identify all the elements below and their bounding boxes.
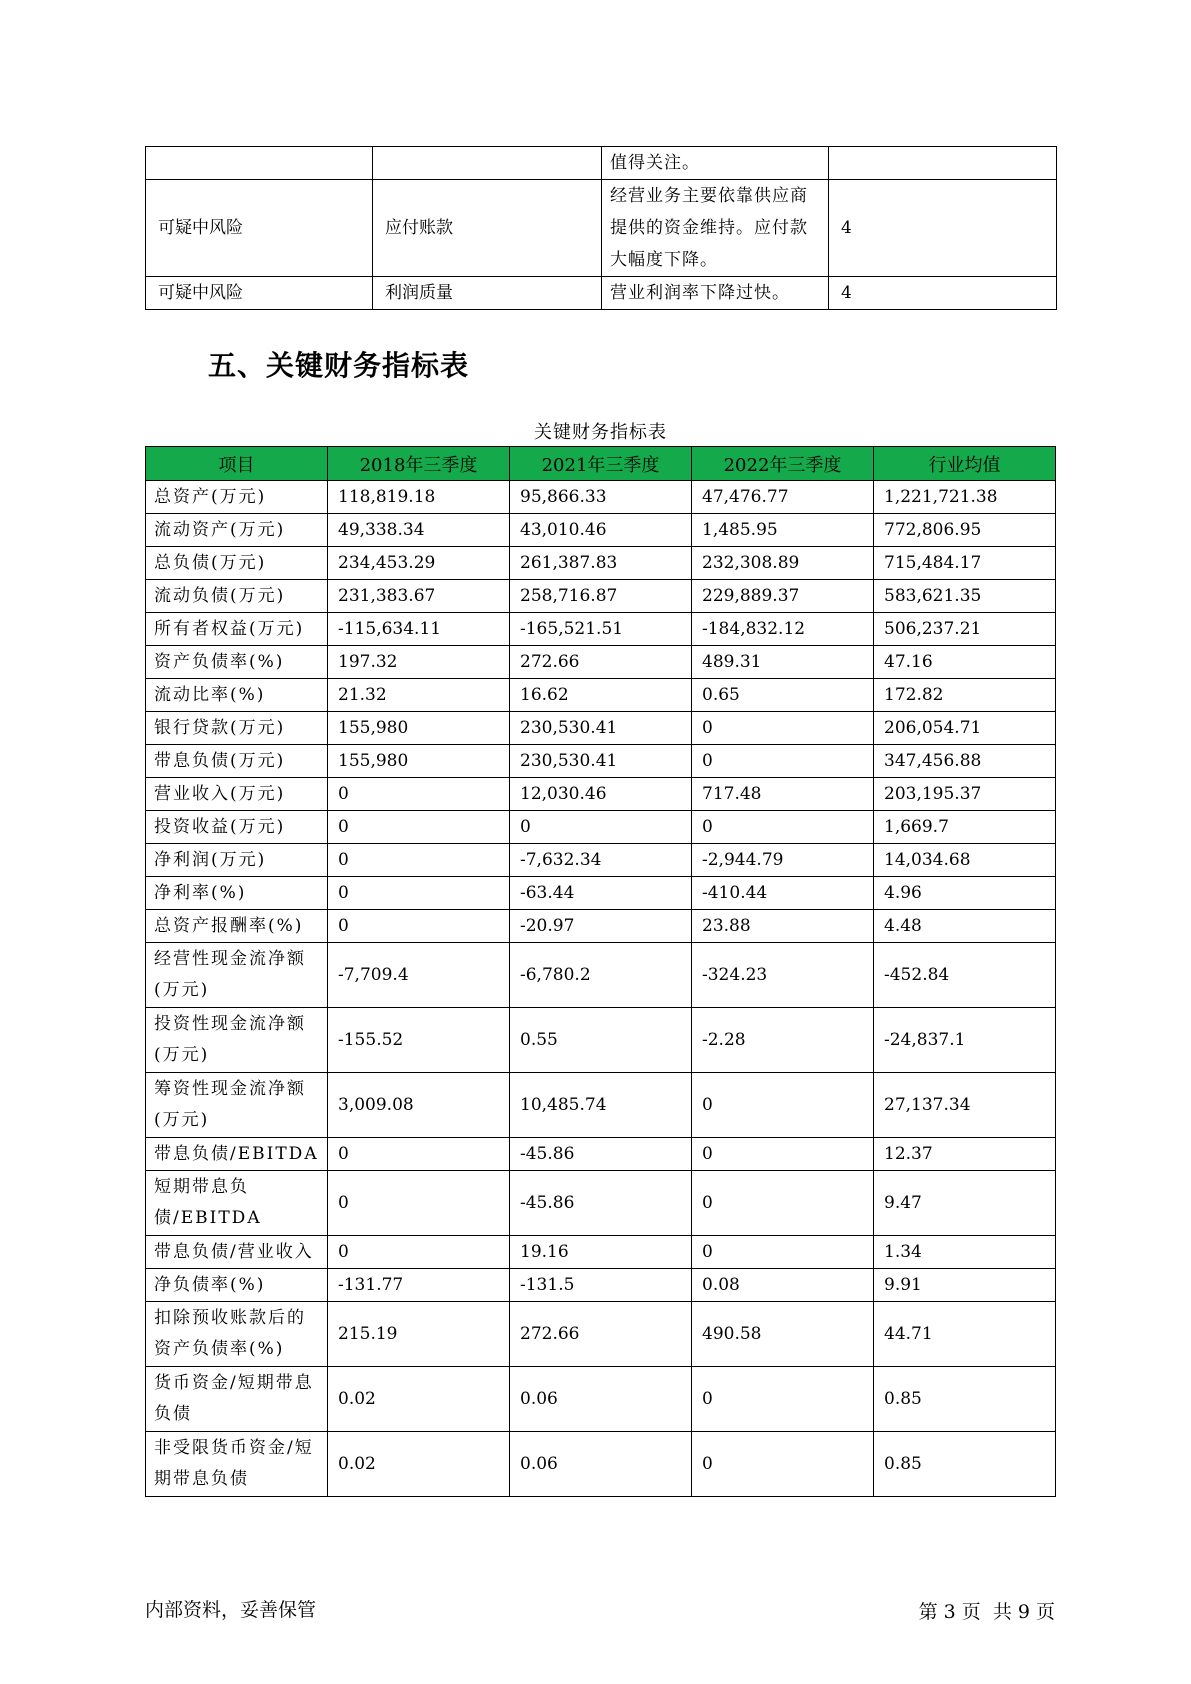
metric-value: 1,485.95	[692, 514, 874, 547]
risk-item-cell: 利润质量	[373, 277, 602, 310]
table-row	[146, 580, 1056, 613]
metric-value: 717.48	[692, 778, 874, 811]
metric-value: -115,634.11	[328, 613, 510, 646]
metric-label: 营业收入(万元)	[146, 778, 328, 811]
metric-value: 215.19	[328, 1302, 510, 1367]
metric-value: -155.52	[328, 1008, 510, 1073]
metric-value: 261,387.83	[510, 547, 692, 580]
risk-level-cell: 可疑中风险	[146, 180, 373, 277]
metric-value: 0.55	[510, 1008, 692, 1073]
metric-value: 0	[692, 712, 874, 745]
table-row	[146, 1138, 1056, 1171]
metric-value: 3,009.08	[328, 1073, 510, 1138]
metric-label: 银行贷款(万元)	[146, 712, 328, 745]
metric-value: 4.48	[874, 910, 1056, 943]
table-row	[146, 481, 1056, 514]
metric-value: 1,221,721.38	[874, 481, 1056, 514]
metric-value: 23.88	[692, 910, 874, 943]
metric-value: 0	[692, 1073, 874, 1138]
metric-value: 1.34	[874, 1236, 1056, 1269]
metric-value: 0.65	[692, 679, 874, 712]
metric-value: 234,453.29	[328, 547, 510, 580]
metric-value: 16.62	[510, 679, 692, 712]
risk-score-cell: 4	[829, 180, 1057, 277]
risk-table	[145, 146, 1057, 310]
table-row	[146, 1269, 1056, 1302]
metric-value: 155,980	[328, 745, 510, 778]
metrics-table	[145, 446, 1056, 1497]
table-row	[146, 844, 1056, 877]
metric-value: -7,632.34	[510, 844, 692, 877]
metric-value: 1,669.7	[874, 811, 1056, 844]
metric-value: 0	[692, 745, 874, 778]
metric-value: -7,709.4	[328, 943, 510, 1008]
column-header: 行业均值	[874, 447, 1056, 481]
metric-value: 19.16	[510, 1236, 692, 1269]
metric-value: 230,530.41	[510, 745, 692, 778]
table-row	[146, 1302, 1056, 1367]
metric-label: 总资产报酬率(%)	[146, 910, 328, 943]
metric-value: 490.58	[692, 1302, 874, 1367]
table-row	[146, 712, 1056, 745]
metric-value: -131.77	[328, 1269, 510, 1302]
table-row	[146, 1367, 1056, 1432]
metric-label: 投资收益(万元)	[146, 811, 328, 844]
metric-value: 49,338.34	[328, 514, 510, 547]
metric-value: 0.06	[510, 1367, 692, 1432]
metric-value: 27,137.34	[874, 1073, 1056, 1138]
metric-value: 0	[692, 1171, 874, 1236]
metric-value: 347,456.88	[874, 745, 1056, 778]
risk-row	[146, 147, 1057, 180]
metric-value: 0	[692, 1138, 874, 1171]
metric-label: 净负债率(%)	[146, 1269, 328, 1302]
table-row	[146, 1171, 1056, 1236]
metric-label: 扣除预收账款后的资产负债率(%)	[146, 1302, 328, 1367]
table-row	[146, 679, 1056, 712]
table-row	[146, 745, 1056, 778]
metric-value: 10,485.74	[510, 1073, 692, 1138]
metric-value: 197.32	[328, 646, 510, 679]
table-row	[146, 877, 1056, 910]
metric-value: -324.23	[692, 943, 874, 1008]
risk-level-cell: 可疑中风险	[146, 277, 373, 310]
section-heading: 五、关键财务指标表	[208, 349, 470, 382]
metric-label: 净利润(万元)	[146, 844, 328, 877]
metric-value: -2,944.79	[692, 844, 874, 877]
metric-value: 0.06	[510, 1432, 692, 1497]
metric-value: 0	[692, 1236, 874, 1269]
metric-value: 0	[328, 844, 510, 877]
metric-value: 0	[692, 1432, 874, 1497]
metric-value: 0	[328, 877, 510, 910]
metric-value: -45.86	[510, 1138, 692, 1171]
risk-score-cell: 4	[829, 277, 1057, 310]
metric-value: 0	[510, 811, 692, 844]
metric-label: 投资性现金流净额(万元)	[146, 1008, 328, 1073]
footer-confidential-note: 内部资料，妥善保管	[145, 1599, 317, 1621]
metric-value: -131.5	[510, 1269, 692, 1302]
table-row	[146, 943, 1056, 1008]
metric-value: 272.66	[510, 1302, 692, 1367]
risk-description-cell: 经营业务主要依靠供应商提供的资金维持。应付款大幅度下降。	[602, 180, 829, 277]
table-row	[146, 514, 1056, 547]
metric-label: 带息负债/EBITDA	[146, 1138, 328, 1171]
metric-value: 258,716.87	[510, 580, 692, 613]
metric-value: -410.44	[692, 877, 874, 910]
risk-description-cell: 值得关注。	[602, 147, 829, 180]
table-row	[146, 910, 1056, 943]
footer-page-number: 第 3 页 共 9 页	[918, 1601, 1055, 1623]
metric-value: 232,308.89	[692, 547, 874, 580]
metric-value: 12.37	[874, 1138, 1056, 1171]
table-row	[146, 1432, 1056, 1497]
metric-value: 44.71	[874, 1302, 1056, 1367]
metric-value: 43,010.46	[510, 514, 692, 547]
metric-value: -63.44	[510, 877, 692, 910]
metric-value: -165,521.51	[510, 613, 692, 646]
table-row	[146, 646, 1056, 679]
metric-value: 206,054.71	[874, 712, 1056, 745]
metric-value: 21.32	[328, 679, 510, 712]
metric-label: 经营性现金流净额(万元)	[146, 943, 328, 1008]
column-header: 2021年三季度	[510, 447, 692, 481]
table-row	[146, 1236, 1056, 1269]
metric-value: 0	[328, 1236, 510, 1269]
metric-label: 带息负债(万元)	[146, 745, 328, 778]
metric-value: 0.85	[874, 1432, 1056, 1497]
metric-label: 流动资产(万元)	[146, 514, 328, 547]
metric-label: 筹资性现金流净额(万元)	[146, 1073, 328, 1138]
metric-value: 0	[328, 1138, 510, 1171]
metric-label: 净利率(%)	[146, 877, 328, 910]
metric-label: 流动负债(万元)	[146, 580, 328, 613]
table-row	[146, 547, 1056, 580]
table-header-row	[146, 447, 1056, 481]
metric-value: 172.82	[874, 679, 1056, 712]
metric-value: 0	[692, 1367, 874, 1432]
metric-value: 715,484.17	[874, 547, 1056, 580]
metric-value: 9.91	[874, 1269, 1056, 1302]
metric-value: 583,621.35	[874, 580, 1056, 613]
risk-row	[146, 180, 1057, 277]
table-row	[146, 811, 1056, 844]
metric-value: 772,806.95	[874, 514, 1056, 547]
metric-label: 短期带息负债/EBITDA	[146, 1171, 328, 1236]
metric-value: 4.96	[874, 877, 1056, 910]
metric-value: 9.47	[874, 1171, 1056, 1236]
metric-value: 0	[328, 778, 510, 811]
metric-value: 0	[692, 811, 874, 844]
metric-label: 非受限货币资金/短期带息负债	[146, 1432, 328, 1497]
metric-value: 0	[328, 910, 510, 943]
metric-label: 流动比率(%)	[146, 679, 328, 712]
metric-label: 总负债(万元)	[146, 547, 328, 580]
metric-value: -2.28	[692, 1008, 874, 1073]
metric-value: 47,476.77	[692, 481, 874, 514]
table-row	[146, 1073, 1056, 1138]
metric-value: 0.02	[328, 1367, 510, 1432]
column-header: 2022年三季度	[692, 447, 874, 481]
risk-description-cell: 营业利润率下降过快。	[602, 277, 829, 310]
metric-value: 47.16	[874, 646, 1056, 679]
metric-label: 货币资金/短期带息负债	[146, 1367, 328, 1432]
metric-label: 所有者权益(万元)	[146, 613, 328, 646]
metric-label: 资产负债率(%)	[146, 646, 328, 679]
metric-value: 0.08	[692, 1269, 874, 1302]
metric-value: 0	[328, 811, 510, 844]
column-header: 2018年三季度	[328, 447, 510, 481]
metric-value: 506,237.21	[874, 613, 1056, 646]
table-row	[146, 613, 1056, 646]
metric-value: 229,889.37	[692, 580, 874, 613]
metric-value: 155,980	[328, 712, 510, 745]
risk-item-cell: 应付账款	[373, 180, 602, 277]
column-header: 项目	[146, 447, 328, 481]
metric-value: 0	[328, 1171, 510, 1236]
metric-value: -184,832.12	[692, 613, 874, 646]
metric-value: 272.66	[510, 646, 692, 679]
metric-label: 带息负债/营业收入	[146, 1236, 328, 1269]
metric-value: 489.31	[692, 646, 874, 679]
metric-value: 95,866.33	[510, 481, 692, 514]
metric-value: 0.02	[328, 1432, 510, 1497]
metric-value: -24,837.1	[874, 1008, 1056, 1073]
table-row	[146, 778, 1056, 811]
metric-value: 231,383.67	[328, 580, 510, 613]
metric-value: -20.97	[510, 910, 692, 943]
metric-value: 12,030.46	[510, 778, 692, 811]
risk-row	[146, 277, 1057, 310]
metric-value: -6,780.2	[510, 943, 692, 1008]
metric-value: -452.84	[874, 943, 1056, 1008]
metric-value: -45.86	[510, 1171, 692, 1236]
metric-label: 总资产(万元)	[146, 481, 328, 514]
risk-item-cell	[373, 147, 602, 180]
table-caption: 关键财务指标表	[534, 422, 667, 443]
metric-value: 203,195.37	[874, 778, 1056, 811]
metric-value: 118,819.18	[328, 481, 510, 514]
risk-level-cell	[146, 147, 373, 180]
table-row	[146, 1008, 1056, 1073]
metric-value: 230,530.41	[510, 712, 692, 745]
risk-score-cell	[829, 147, 1057, 180]
metric-value: 14,034.68	[874, 844, 1056, 877]
metric-value: 0.85	[874, 1367, 1056, 1432]
